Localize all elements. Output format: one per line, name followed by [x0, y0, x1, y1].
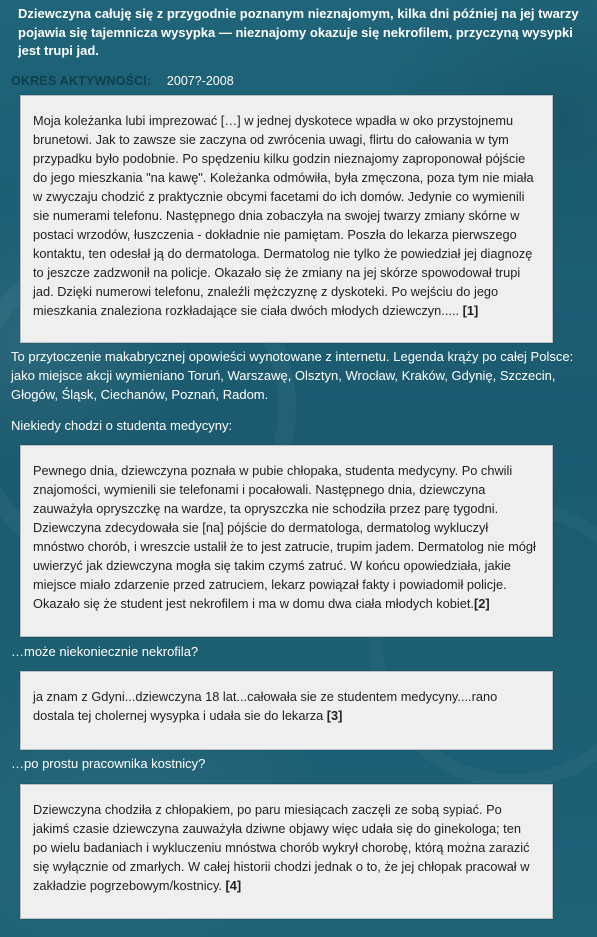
- quote-text: [33, 111, 538, 320]
- quote-text: [33, 461, 540, 613]
- paragraph-medical-student: Niekiedy chodzi o studenta medycyny:: [11, 418, 233, 433]
- activity-label: OKRES AKTYWNOŚCI:: [11, 74, 152, 88]
- quote-body: Dziewczyna chodziła z chłopakiem, po paru miesiącach zaczęli ze sobą sypiać. Po jakimś czasie dziewczyna zauważyła dziwne objawy więc udała się do ginekologa; ten po wielu badaniach i wykluczeniu mnóstwa chorób wykrył chorobę, którą można zarazić się wyłącznie od zmarłych. W całej historii chodzi jednak o to, że jej chłopak pracował w zakładzie pogrzebowym/kostnicy.: [33, 802, 530, 893]
- quote-body: ja znam z Gdyni...dziewczyna 18 lat...całowała sie ze studentem medycyny....rano dostala tej cholernej wysypka i udała sie do lekarza: [33, 689, 498, 723]
- citation-ref[interactable]: [4]: [225, 878, 242, 893]
- paragraph-morgue-worker: …po prostu pracownika kostnicy?: [11, 756, 206, 771]
- citation-ref[interactable]: [1]: [462, 303, 479, 318]
- quote-box-3: [20, 671, 553, 750]
- citation-ref[interactable]: [2]: [473, 596, 490, 611]
- quote-text: [33, 687, 540, 725]
- quote-text: [33, 800, 538, 895]
- quote-box-4: [20, 784, 553, 919]
- activity-value: 2007?-2008: [166, 74, 234, 88]
- citation-ref[interactable]: [3]: [326, 708, 343, 723]
- lead-summary: Dziewczyna całuję się z przygodnie poznanym nieznajomym, kilka dni później na jej twarzy pojawia się tajemnicza wysypka — nieznajomy okazuje się nekrofilem, przyczyną wysypki jest trupi jad.: [18, 6, 579, 58]
- paragraph-not-necrophile: …może niekoniecznie nekrofila?: [11, 644, 199, 659]
- quote-box-1: [20, 95, 553, 343]
- activity-period: [11, 72, 234, 90]
- quote-body: Pewnego dnia, dziewczyna poznała w pubie chłopaka, studenta medycyny. Po chwili znajomości, wymienili sie telefonami i pocałowali. Następnego dnia, dziewczyna zauważyła opryszczkę na wardze, ta opryszczka nie schodziła przez parę tygodni. Dziewczyna zdecydowała sie [na] pójście do dermatologa, dermatolog wykluczył mnóstwo chorób, i wreszcie ustalił że to jest zatrucie, trupim jadem. Dermatolog nie mógł uwierzyć jak dziewczyna mogła się takim czymś zatruć. W końcu opowiedziała, jakie miejsce miało zdarzenie przed zatruciem, lekarz powiązał fakty i powiadomił policje. Okazało się że student jest nekrofilem i ma w domu dwa ciała młodych kobiet.: [33, 463, 536, 611]
- paragraph-legend-spread: To przytoczenie makabrycznej opowieści wynotowane z internetu. Legenda krąży po całej Polsce: jako miejsce akcji wymieniano Toruń, Warszawę, Olsztyn, Wrocław, Kraków, Gdynię, Szczecin, Głogów, Śląsk, Ciechanów, Poznań, Radom.: [11, 349, 574, 402]
- quote-body: Moja koleżanka lubi imprezować […] w jednej dyskotece wpadła w oko przystojnemu brunetowi. Jak to zawsze sie zaczyna od zwrócenia uwagi, flirtu do całowania w tym przypadku było podobnie. Po spędzeniu kilku godzin nieznajomy zaproponował pójście do jego mieszkania "na kawę". Koleżanka odmówiła, była zmęczona, poza tym nie miała w zwyczaju chodzić z praktycznie obcymi facetami do ich domów. Jedynie co wymienili sie numerami telefonu. Następnego dnia zobaczyła na swojej twarzy zmiany skórne w postaci wrzodów, łuszczenia - dokładnie nie pamiętam. Poszła do lekarza pierwszego kontaktu, ten odesłał ją do dermatologa. Dermatolog nie tylko że powiedział jej diagnozę to jeszcze zadzwonił na policje. Okazało się że zmiany na jej skórze spowodował trupi jad. Dzięki numerowi telefonu, znaleźli mężczyznę z dyskoteki. Po wejściu do jego mieszkania znaleziona rozkładające sie ciała dwóch młodych dziewczyn.....: [33, 113, 534, 318]
- quote-box-2: [20, 445, 553, 637]
